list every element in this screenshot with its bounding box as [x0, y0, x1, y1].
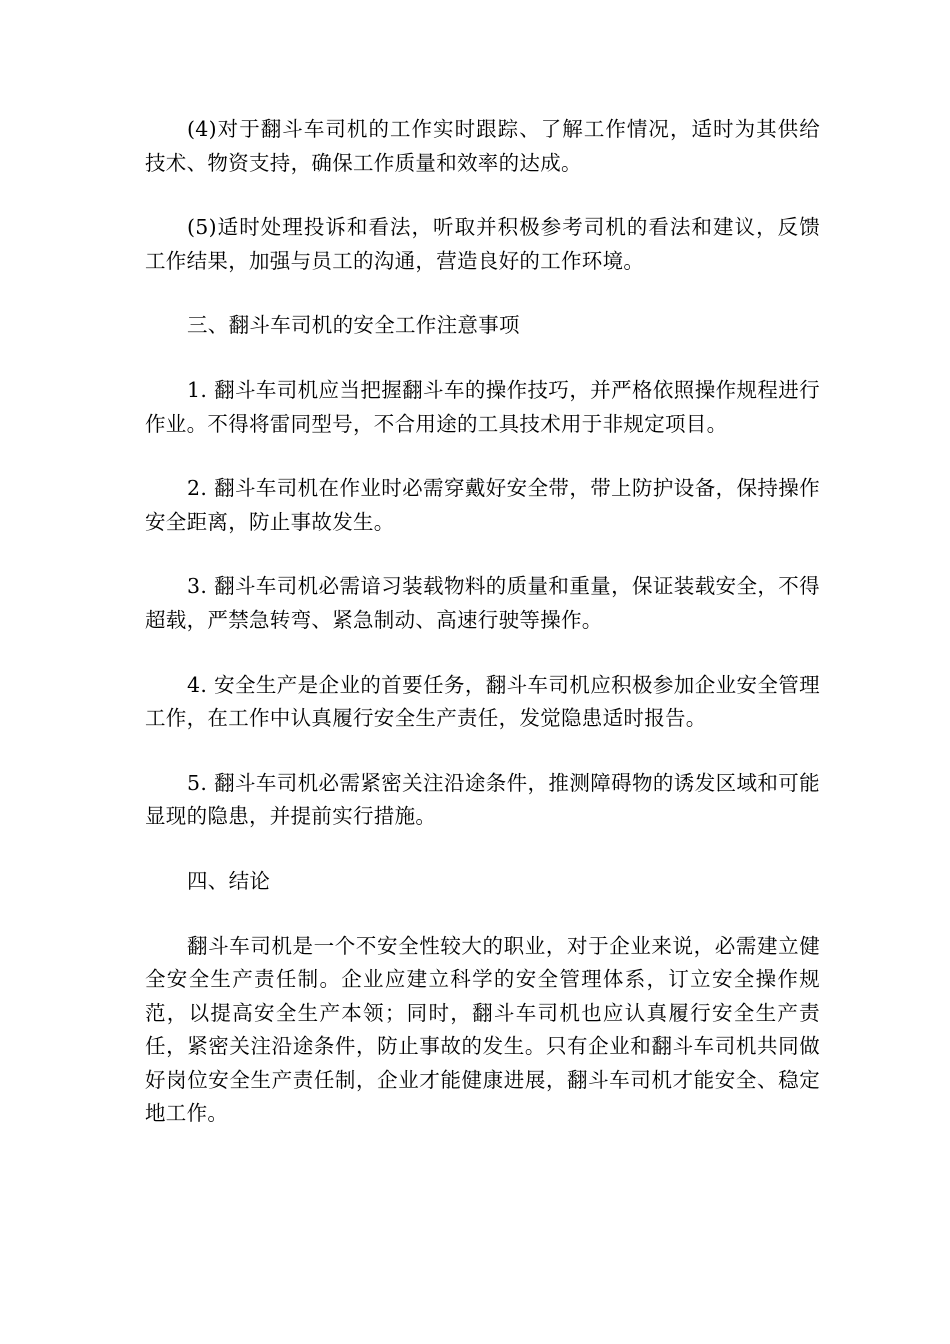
paragraph-gap: [145, 899, 820, 930]
safety-item-5: 5. 翻斗车司机必需紧密关注沿途条件，推测障碍物的诱发区域和可能显现的隐患，并提前实行措施。: [145, 770, 820, 829]
section-heading-safety: 三、翻斗车司机的安全工作注意事项: [187, 313, 520, 338]
paragraph-gap: [145, 441, 820, 472]
paragraph-supervision-4: (4)对于翻斗车司机的工作实时跟踪、了解工作情况，适时为其供给技术、物资支持，确保工作质量和效率的达成。: [145, 117, 820, 175]
safety-item-4: 4. 安全生产是企业的首要任务，翻斗车司机应积极参加企业安全管理工作，在工作中认真履行安全生产责任，发觉隐患适时报告。: [145, 672, 820, 731]
document-page: [145, 113, 820, 1131]
conclusion-paragraph: 翻斗车司机是一个不安全性较大的职业，对于企业来说，必需建立健全安全生产责任制。企业应建立科学的安全管理体系，订立安全操作规范，以提高安全生产本领；同时，翻斗车司机也应认真履行安全生产责任，紧密关注沿途条件，防止事故的发生。只有企业和翻斗车司机共同做好岗位安全生产责任制，企业才能健康进展，翻斗车司机才能安全、稳定地工作。: [145, 933, 820, 1126]
paragraph-gap: [145, 736, 820, 767]
safety-item-3: 3. 翻斗车司机必需谙习装载物料的质量和重量，保证装载安全，不得超载，严禁急转弯、紧急制动、高速行驶等操作。: [145, 574, 820, 632]
paragraph-supervision-5: (5)适时处理投诉和看法，听取并积极参考司机的看法和建议，反馈工作结果，加强与员工的沟通，营造良好的工作环境。: [145, 215, 820, 273]
paragraph-gap: [145, 638, 820, 669]
paragraph-gap: [145, 834, 820, 865]
paragraph-gap: [145, 539, 820, 570]
safety-item-2: 2. 翻斗车司机在作业时必需穿戴好安全带，带上防护设备，保持操作安全距离，防止事故发生。: [145, 476, 820, 534]
paragraph-gap: [145, 278, 820, 309]
paragraph-gap: [145, 180, 820, 211]
section-heading-conclusion: 四、结论: [187, 868, 271, 893]
safety-item-1: 1. 翻斗车司机应当把握翻斗车的操作技巧，并严格依照操作规程进行作业。不得将雷同型号，不合用途的工具技术用于非规定项目。: [145, 377, 820, 436]
paragraph-gap: [145, 343, 820, 374]
